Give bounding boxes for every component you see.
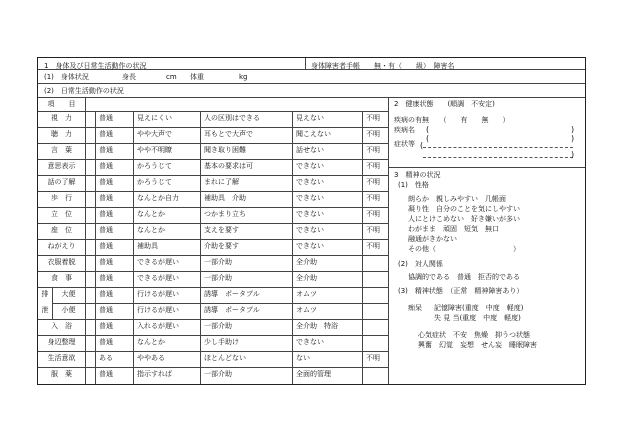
adl-cell-option-4: できない (296, 178, 324, 186)
adl-cell-option-1: 普通 (99, 338, 113, 346)
adl-item-label: 大便 (61, 290, 76, 298)
adl-cell-option-4: できない (296, 242, 324, 250)
adl-cell-option-2: 入れるが遅い (137, 322, 179, 330)
personality-line-6: その他（ ） (408, 245, 520, 253)
adl-cell-option-2: なんとか (137, 338, 165, 346)
adl-cell-option-3: つかまり立ち (204, 210, 246, 218)
adl-cell-option-5: 不明 (366, 194, 380, 202)
adl-item-label: 入 浴 (51, 322, 72, 330)
adl-cell-option-3: 誘導 ポータブル (204, 290, 260, 298)
personality-line-2: 凝り性 自分のことを気にしやすい (408, 205, 520, 213)
adl-cell-option-2: やや不明瞭 (137, 146, 172, 154)
adl-cell-option-4: 全介助 (296, 274, 317, 282)
adl-cell-option-1: 普通 (99, 210, 113, 218)
adl-cell-option-4: オムツ (296, 306, 317, 314)
adl-item-label: 服 薬 (51, 370, 72, 378)
adl-cell-option-1: 普通 (99, 290, 113, 298)
adl-cell-option-3: 少し手助け (204, 338, 239, 346)
adl-cell-option-4: ない (296, 354, 310, 362)
adl-cell-option-3: 人の区別はできる (204, 114, 260, 122)
adl-cell-option-4: 聞こえない (296, 130, 331, 138)
adl-cell-option-5: 不明 (366, 162, 380, 170)
health-title: 2 健康状態 (順調 不安定) (394, 100, 495, 108)
adl-cell-option-1: 普通 (99, 322, 113, 330)
adl-cell-option-1: 普通 (99, 274, 113, 282)
adl-item-label: 視 力 (51, 114, 72, 122)
adl-cell-option-2: 行けるが遅い (137, 290, 179, 298)
illness-name-open-paren: ( (426, 125, 430, 134)
adl-cell-option-3: 耳もとで大声で (204, 130, 253, 138)
excretion-label-top: 排 (41, 290, 49, 298)
adl-cell-option-3: 一部介助 (204, 274, 232, 282)
adl-cell-option-4: 全介助 特浴 (296, 322, 338, 330)
adl-cell-option-4: できない (296, 162, 324, 170)
adl-cell-option-5: 不明 (366, 242, 380, 250)
illness-name-close-paren: ) (571, 125, 575, 134)
adl-cell-option-1: ある (99, 354, 113, 362)
adl-item-label: 小便 (61, 306, 76, 314)
adl-label: (2) 日常生活動作の状況 (44, 87, 124, 95)
section1-title: 1 身体及び日常生活動作の状況 (44, 62, 147, 70)
adl-cell-option-2: 指示すれば (137, 370, 172, 378)
adl-item-label: 聴 力 (51, 130, 72, 138)
adl-cell-option-4: できない (296, 194, 324, 202)
adl-cell-option-3: 一部介助 (204, 370, 232, 378)
adl-item-label: 意思表示 (47, 162, 76, 170)
adl-cell-option-3: 一部介助 (204, 322, 232, 330)
item-header: 項 目 (47, 100, 76, 108)
adl-cell-option-4: できない (296, 226, 324, 234)
relations-label: (2) 対人関係 (398, 260, 443, 268)
adl-cell-option-1: 普通 (99, 162, 113, 170)
adl-cell-option-4: できない (296, 210, 324, 218)
adl-cell-option-4: 見えない (296, 114, 324, 122)
cm-unit: cm (166, 73, 177, 81)
excretion-label-bottom: 泄 (41, 306, 49, 314)
illness-name-close-paren-2: ) (571, 134, 575, 143)
adl-cell-option-4: 話せない (296, 146, 324, 154)
symptoms-close-paren: ) (571, 150, 575, 159)
adl-cell-option-4: オムツ (296, 290, 317, 298)
adl-cell-option-4: できない (296, 338, 324, 346)
adl-item-label: 身辺整理 (47, 338, 76, 346)
personality-line-3: 人にとけこめない 好き嫌いが多い (408, 215, 520, 223)
adl-cell-option-5: 不明 (366, 226, 380, 234)
personality-line-4: わがまま 頑固 短気 無口 (408, 225, 499, 233)
illness-presence: 疾病の有無 （ 有 無 ） (394, 116, 510, 124)
personality-line-1: 朗らか 親しみやすい 几帳面 (408, 195, 506, 203)
adl-cell-option-2: かろうじて (137, 162, 172, 170)
personality-label: (1) 性格 (398, 181, 429, 189)
adl-cell-option-3: 補助具 介助 (204, 194, 246, 202)
adl-cell-option-2: 補助具 (137, 242, 158, 250)
adl-cell-option-2: かろうじて (137, 178, 172, 186)
adl-cell-option-5: 不明 (366, 114, 380, 122)
assessment-form (37, 57, 586, 385)
symptoms-line-1 (423, 147, 573, 148)
adl-cell-option-1: 普通 (99, 370, 113, 378)
mental-state-label: (3) 精神状態 （正常 精神障害あり） (398, 287, 524, 295)
adl-cell-option-1: 普通 (99, 306, 113, 314)
symptoms-label: 症状等 (394, 140, 415, 148)
adl-cell-option-1: 普通 (99, 178, 113, 186)
weight-label: 体重 (190, 73, 204, 81)
symptoms-line-2 (423, 157, 573, 158)
illness-name-label: 疾病名 (394, 126, 415, 134)
adl-cell-option-2: できるが遅い (137, 274, 179, 282)
adl-cell-option-1: 普通 (99, 194, 113, 202)
adl-cell-option-3: 誘導 ポータブル (204, 306, 260, 314)
adl-cell-option-1: 普通 (99, 242, 113, 250)
adl-cell-option-2: なんとか (137, 210, 165, 218)
adl-item-label: 歩 行 (51, 194, 72, 202)
adl-cell-option-3: 介助を要す (204, 242, 239, 250)
adl-cell-option-2: ややある (137, 354, 165, 362)
adl-item-label: 話の了解 (47, 178, 76, 186)
adl-cell-option-1: 普通 (99, 114, 113, 122)
adl-cell-option-2: 見えにくい (137, 114, 172, 122)
adl-cell-option-3: ほとんどない (204, 354, 246, 362)
adl-item-label: 食 事 (51, 274, 72, 282)
adl-cell-option-1: 普通 (99, 146, 113, 154)
adl-cell-option-2: なんとか自力 (137, 194, 179, 202)
adl-cell-option-5: 不明 (366, 130, 380, 138)
mental-title: 3 精神の状況 (394, 171, 441, 179)
adl-cell-option-2: なんとか (137, 226, 165, 234)
adl-cell-option-2: できるが遅い (137, 258, 179, 266)
adl-cell-option-1: 普通 (99, 258, 113, 266)
adl-item-label: ねがえり (47, 242, 76, 250)
adl-item-label: 言 葉 (51, 146, 72, 154)
illness-name-open-paren-2: ( (426, 134, 430, 143)
psych-symptoms-line-1: 心気症状 不安 焦燥 抑うつ状態 (418, 331, 530, 339)
adl-item-label: 立 位 (51, 210, 72, 218)
relations-line: 協調的である 普通 拒否的である (408, 273, 520, 281)
adl-cell-option-5: 不明 (366, 354, 380, 362)
symptoms-open-paren: ( (420, 141, 424, 150)
adl-cell-option-3: 支えを要す (204, 226, 239, 234)
adl-cell-option-5: 不明 (366, 146, 380, 154)
adl-cell-option-2: 行けるが遅い (137, 306, 179, 314)
dementia-line-1: 記憶障害(重度 中度 軽度) (434, 304, 524, 312)
kg-unit: kg (239, 73, 248, 81)
adl-item-label: 生活意欲 (47, 354, 76, 362)
adl-cell-option-5: 不明 (366, 178, 380, 186)
adl-cell-option-3: 基本の要求は可 (204, 162, 253, 170)
adl-cell-option-5: 不明 (366, 210, 380, 218)
adl-cell-option-4: 全介助 (296, 258, 317, 266)
adl-cell-option-1: 普通 (99, 226, 113, 234)
adl-cell-option-4: 全面的管理 (296, 370, 331, 378)
body-status-label: (1) 身体状況 (44, 73, 89, 81)
personality-line-5: 融通がきかない (408, 235, 457, 243)
dementia-label: 痴呆 (408, 304, 422, 312)
dementia-line-2: 失 見 当(重度 中度 軽度) (434, 314, 521, 322)
adl-cell-option-3: まれに了解 (204, 178, 239, 186)
height-label: 身長 (122, 73, 136, 81)
psych-symptoms-line-2: 興奮 幻覚 妄想 せん妄 睡眠障害 (418, 341, 537, 349)
adl-item-label: 座 位 (51, 226, 72, 234)
adl-cell-option-2: やや大声で (137, 130, 172, 138)
adl-cell-option-3: 一部介助 (204, 258, 232, 266)
adl-item-label: 衣服着脱 (47, 258, 76, 266)
adl-cell-option-3: 聞き取り困難 (204, 146, 246, 154)
adl-cell-option-1: 普通 (99, 130, 113, 138)
disability-handbook-label: 身体障害者手帳 無・有（ 級） 障害名 (311, 62, 455, 70)
